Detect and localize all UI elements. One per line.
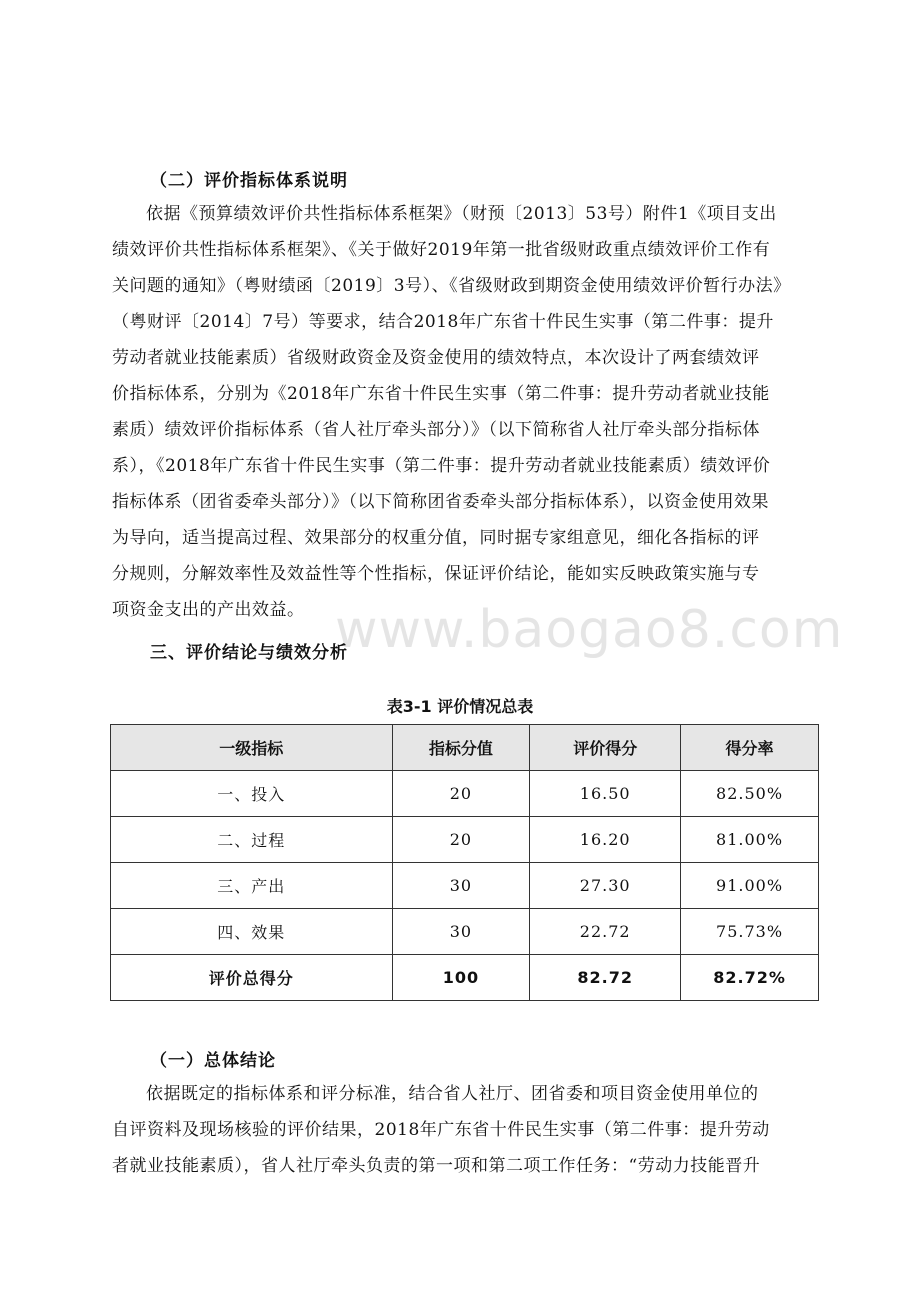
column-header: 得分率 — [681, 725, 819, 771]
table-cell: 91.00% — [681, 863, 819, 909]
sub-heading-overall-conclusion: （一）总体结论 — [150, 1051, 276, 1071]
paragraph-line: 为导向，适当提高过程、效果部分的权重分值，同时据专家组意见，细化各指标的评 — [112, 528, 760, 548]
table-row — [111, 817, 819, 863]
table-cell: 四、效果 — [111, 909, 393, 955]
paragraph-line: 自评资料及现场核验的评价结果，2018年广东省十件民生实事（第二件事：提升劳动 — [112, 1120, 770, 1140]
table-header-row — [111, 725, 819, 771]
table-cell: 20 — [392, 817, 530, 863]
paragraph-line: 价指标体系，分别为《2018年广东省十件民生实事（第二件事：提升劳动者就业技能 — [112, 384, 770, 404]
table-cell: 20 — [392, 771, 530, 817]
table-cell: 75.73% — [681, 909, 819, 955]
table-cell: 16.20 — [530, 817, 681, 863]
paragraph-line: 劳动者就业技能素质）省级财政资金及资金使用的绩效特点，本次设计了两套绩效评 — [112, 348, 760, 368]
paragraph-line: 素质）绩效评价指标体系（省人社厅牵头部分）》（以下简称省人社厅牵头部分指标体 — [112, 420, 760, 440]
table-cell: 82.72 — [530, 955, 681, 1001]
column-header: 评价得分 — [530, 725, 681, 771]
table-total-row — [111, 955, 819, 1001]
table-cell: 评价总得分 — [111, 955, 393, 1001]
table-cell: 三、产出 — [111, 863, 393, 909]
table-cell: 16.50 — [530, 771, 681, 817]
column-header: 指标分值 — [392, 725, 530, 771]
table-caption: 表3-1 评价情况总表 — [386, 697, 534, 716]
paragraph-line: （粤财评〔2014〕7号）等要求，结合2018年广东省十件民生实事（第二件事：提升 — [112, 312, 774, 332]
paragraph-line: 分规则，分解效率性及效益性等个性指标，保证评价结论，能如实反映政策实施与专 — [112, 564, 760, 584]
paragraph-line: 者就业技能素质），省人社厅牵头负责的第一项和第二项工作任务：“劳动力技能晋升 — [112, 1156, 761, 1176]
evaluation-summary-table — [110, 724, 819, 1001]
table-cell: 30 — [392, 909, 530, 955]
watermark: www.baogao8.com — [335, 600, 844, 660]
paragraph-overall-conclusion — [112, 1076, 812, 1184]
table-cell: 22.72 — [530, 909, 681, 955]
paragraph-line: 依据《预算绩效评价共性指标体系框架》（财预〔2013〕53号）附件1《项目支出 — [146, 204, 777, 224]
table-cell: 100 — [392, 955, 530, 1001]
paragraph-line: 依据既定的指标体系和评分标准，结合省人社厅、团省委和项目资金使用单位的 — [146, 1084, 759, 1104]
table-cell: 82.72% — [681, 955, 819, 1001]
table-cell: 27.30 — [530, 863, 681, 909]
table-cell: 81.00% — [681, 817, 819, 863]
paragraph-line: 指标体系（团省委牵头部分）》（以下简称团省委牵头部分指标体系），以资金使用效果 — [112, 492, 769, 512]
section-three-heading: 三、评价结论与绩效分析 — [150, 643, 348, 663]
table-cell: 30 — [392, 863, 530, 909]
table-row — [111, 909, 819, 955]
table-cell: 二、过程 — [111, 817, 393, 863]
paragraph-line: 项资金支出的产出效益。 — [112, 600, 305, 620]
table-row — [111, 771, 819, 817]
section-two-heading: （二）评价指标体系说明 — [150, 171, 348, 191]
table-cell: 一、投入 — [111, 771, 393, 817]
paragraph-line: 系），《2018年广东省十件民生实事（第二件事：提升劳动者就业技能素质）绩效评价 — [112, 456, 771, 476]
paragraph-indicator-system — [112, 196, 812, 628]
table-row — [111, 863, 819, 909]
column-header: 一级指标 — [111, 725, 393, 771]
table-cell: 82.50% — [681, 771, 819, 817]
paragraph-line: 绩效评价共性指标体系框架》、《关于做好2019年第一批省级财政重点绩效评价工作有 — [112, 240, 771, 260]
paragraph-line: 关问题的通知》（粤财绩函〔2019〕3号）、《省级财政到期资金使用绩效评价暂行办法》 — [112, 276, 791, 296]
